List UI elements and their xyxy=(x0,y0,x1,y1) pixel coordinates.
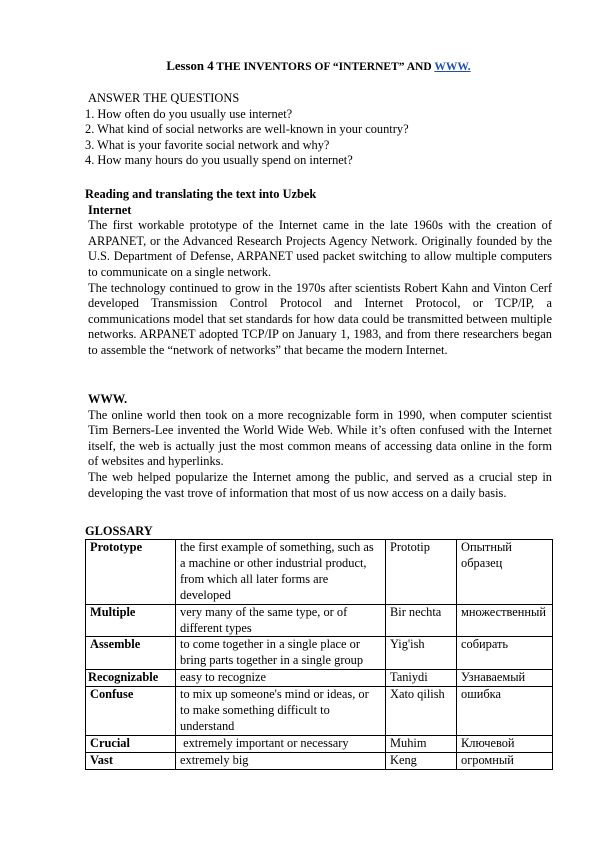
glossary-uzbek: Xato qilish xyxy=(386,687,457,736)
question-item: 4. How many hours do you usually spend on internet? xyxy=(85,153,353,168)
glossary-russian: Ключевой xyxy=(457,735,553,752)
lesson-title-text: THE INVENTORS OF “INTERNET” AND xyxy=(216,61,432,73)
www-paragraph-1: The online world then took on a more recognizable form in 1990, when computer scientist Tim Berners-Lee invented the World Wide Web. While it’s often confused with the Internet itself, the web is actually just the most common means of accessing data online in the form of websites and hyperlinks. xyxy=(88,407,552,469)
glossary-uzbek: Taniydi xyxy=(386,670,457,687)
www-link[interactable]: WWW. xyxy=(434,61,471,73)
table-row xyxy=(86,752,553,769)
www-heading: WWW. xyxy=(88,392,128,406)
reading-heading: Reading and translating the text into Uzbek xyxy=(85,187,317,201)
glossary-term: Vast xyxy=(86,752,176,769)
table-row xyxy=(86,604,553,637)
lesson-title xyxy=(85,59,552,74)
glossary-term: Assemble xyxy=(86,637,176,670)
glossary-uzbek: Bir nechta xyxy=(386,604,457,637)
glossary-term: Prototype xyxy=(86,540,176,605)
glossary-uzbek: Yig'ish xyxy=(386,637,457,670)
glossary-term: Confuse xyxy=(86,687,176,736)
glossary-russian: собирать xyxy=(457,637,553,670)
table-row xyxy=(86,735,553,752)
glossary-term: Recognizable xyxy=(86,670,176,687)
table-row xyxy=(86,540,553,605)
glossary-definition: very many of the same type, or of different types xyxy=(176,604,386,637)
www-section xyxy=(85,392,552,501)
reading-section xyxy=(85,187,552,359)
internet-paragraph-2: The technology continued to grow in the 1970s after scientists Robert Kahn and Vinton Cerf developed Transmission Control Protocol and Internet Protocol, or TCP/IP, a communications model that set standards for how data could be transmitted between multiple networks. ARPANET adopted TCP/IP on January 1, 1983, and from there researchers began to assemble the “network of networks” that became the modern Internet. xyxy=(88,280,552,357)
glossary-russian: множественный xyxy=(457,604,553,637)
internet-paragraph-1: The first workable prototype of the Internet came in the late 1960s with the creation of ARPANET, or the Advanced Research Projects Agency Network. Originally founded by the U.S. Department of Defense, ARPANET used packet switching to allow multiple computers to communicate on a single network. xyxy=(88,218,552,279)
table-row xyxy=(86,687,553,736)
table-row xyxy=(86,637,553,670)
question-item: 2. What kind of social networks are well-known in your country? xyxy=(85,122,409,137)
glossary-uzbek: Muhim xyxy=(386,735,457,752)
question-item: 3. What is your favorite social network and why? xyxy=(85,137,330,152)
glossary-definition: to come together in a single place or bring parts together in a single group xyxy=(176,637,386,670)
glossary-russian: Узнаваемый xyxy=(457,670,553,687)
glossary-heading: GLOSSARY xyxy=(85,524,153,538)
lesson-number: Lesson 4 xyxy=(166,59,214,73)
glossary-definition: extremely important or necessary xyxy=(176,735,386,752)
glossary-uzbek: Keng xyxy=(386,752,457,769)
glossary-term: Multiple xyxy=(86,604,176,637)
glossary-definition: the first example of something, such as a machine or other industrial product, from which all later forms are developed xyxy=(176,540,386,605)
glossary-table xyxy=(85,539,553,770)
question-item: 1. How often do you usually use internet? xyxy=(85,106,293,121)
glossary-definition: to mix up someone's mind or ideas, or to make something difficult to understand xyxy=(176,687,386,736)
glossary-russian: Опытный образец xyxy=(457,540,553,605)
glossary-definition: easy to recognize xyxy=(176,670,386,687)
table-row xyxy=(86,670,553,687)
glossary-definition: extremely big xyxy=(176,752,386,769)
www-paragraph-2: The web helped popularize the Internet among the public, and served as a crucial step in developing the vast trove of information that most of us now access on a daily basis. xyxy=(88,469,552,500)
questions-section xyxy=(85,91,552,169)
glossary-russian: огромный xyxy=(457,752,553,769)
glossary-uzbek: Prototip xyxy=(386,540,457,605)
glossary-term: Crucial xyxy=(86,735,176,752)
questions-heading: ANSWER THE QUESTIONS xyxy=(88,91,240,105)
glossary-russian: ошибка xyxy=(457,687,553,736)
internet-subheading: Internet xyxy=(88,202,132,217)
